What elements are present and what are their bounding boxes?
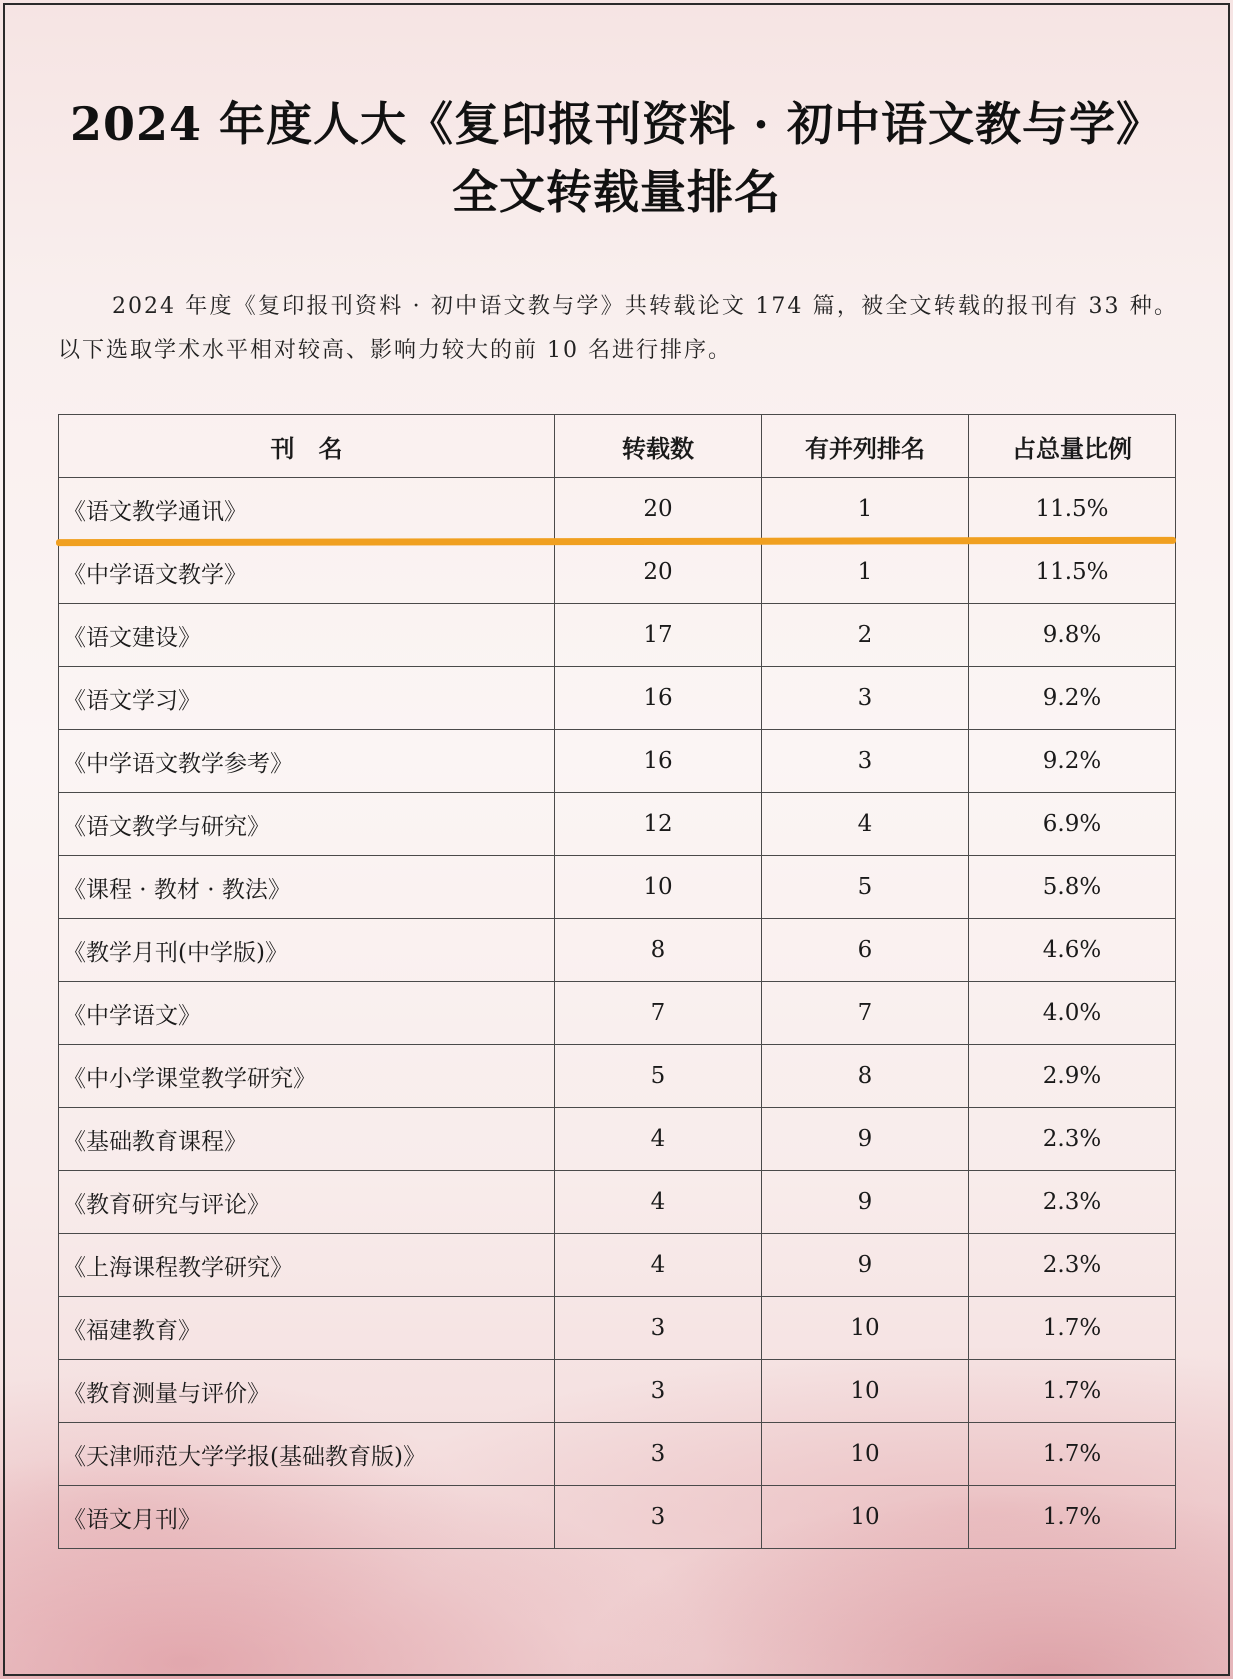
table-row: [59, 1297, 1176, 1360]
table-row: [59, 1486, 1176, 1549]
tied-rank-cell: 5: [762, 856, 969, 919]
header-journal-name: 刊 名: [59, 415, 555, 478]
ranking-table: [58, 414, 1176, 1549]
header-reprint-count: 转载数: [555, 415, 762, 478]
table-row: [59, 730, 1176, 793]
table-row: [59, 1423, 1176, 1486]
table-row: [59, 1234, 1176, 1297]
reprint-count-cell: 10: [555, 856, 762, 919]
journal-name-cell: 《语文教学通讯》: [59, 478, 555, 541]
reprint-count-cell: 12: [555, 793, 762, 856]
tied-rank-cell: 8: [762, 1045, 969, 1108]
page-title: [0, 90, 1233, 226]
tied-rank-cell: 10: [762, 1297, 969, 1360]
reprint-count-cell: 8: [555, 919, 762, 982]
share-ratio-cell: 9.8%: [969, 604, 1176, 667]
tied-rank-cell: 2: [762, 604, 969, 667]
reprint-count-cell: 20: [555, 541, 762, 604]
share-ratio-cell: 6.9%: [969, 793, 1176, 856]
journal-name-cell: 《福建教育》: [59, 1297, 555, 1360]
intro-paragraph: 2024 年度《复印报刊资料 · 初中语文教与学》共转载论文 174 篇，被全文转载的报刊有 33 种。以下选取学术水平相对较高、影响力较大的前 10 名进行排序。: [58, 294, 1178, 363]
share-ratio-cell: 5.8%: [969, 856, 1176, 919]
table-row: [59, 478, 1176, 541]
tied-rank-cell: 10: [762, 1423, 969, 1486]
journal-name-cell: 《教育研究与评论》: [59, 1171, 555, 1234]
tied-rank-cell: 1: [762, 478, 969, 541]
share-ratio-cell: 1.7%: [969, 1297, 1176, 1360]
reprint-count-cell: 20: [555, 478, 762, 541]
share-ratio-cell: 11.5%: [969, 478, 1176, 541]
share-ratio-cell: 9.2%: [969, 730, 1176, 793]
table-row: [59, 1171, 1176, 1234]
table-row: [59, 982, 1176, 1045]
table-row: [59, 667, 1176, 730]
tied-rank-cell: 9: [762, 1171, 969, 1234]
table-row: [59, 856, 1176, 919]
tied-rank-cell: 4: [762, 793, 969, 856]
share-ratio-cell: 11.5%: [969, 541, 1176, 604]
table-row: [59, 1045, 1176, 1108]
share-ratio-cell: 2.3%: [969, 1171, 1176, 1234]
journal-name-cell: 《中学语文教学》: [59, 541, 555, 604]
journal-name-cell: 《天津师范大学学报(基础教育版)》: [59, 1423, 555, 1486]
share-ratio-cell: 1.7%: [969, 1360, 1176, 1423]
tied-rank-cell: 3: [762, 730, 969, 793]
table-row: [59, 541, 1176, 604]
journal-name-cell: 《中小学课堂教学研究》: [59, 1045, 555, 1108]
header-tied-rank: 有并列排名: [762, 415, 969, 478]
journal-name-cell: 《语文学习》: [59, 667, 555, 730]
journal-name-cell: 《基础教育课程》: [59, 1108, 555, 1171]
reprint-count-cell: 3: [555, 1423, 762, 1486]
tied-rank-cell: 6: [762, 919, 969, 982]
table-row: [59, 1360, 1176, 1423]
share-ratio-cell: 4.0%: [969, 982, 1176, 1045]
reprint-count-cell: 4: [555, 1108, 762, 1171]
share-ratio-cell: 1.7%: [969, 1423, 1176, 1486]
tied-rank-cell: 7: [762, 982, 969, 1045]
tied-rank-cell: 3: [762, 667, 969, 730]
tied-rank-cell: 10: [762, 1486, 969, 1549]
reprint-count-cell: 16: [555, 730, 762, 793]
tied-rank-cell: 1: [762, 541, 969, 604]
journal-name-cell: 《教育测量与评价》: [59, 1360, 555, 1423]
tied-rank-cell: 9: [762, 1108, 969, 1171]
journal-name-cell: 《上海课程教学研究》: [59, 1234, 555, 1297]
journal-name-cell: 《语文建设》: [59, 604, 555, 667]
share-ratio-cell: 1.7%: [969, 1486, 1176, 1549]
header-share-ratio: 占总量比例: [969, 415, 1176, 478]
table-row: [59, 793, 1176, 856]
reprint-count-cell: 3: [555, 1297, 762, 1360]
share-ratio-cell: 2.3%: [969, 1234, 1176, 1297]
reprint-count-cell: 3: [555, 1486, 762, 1549]
journal-name-cell: 《语文月刊》: [59, 1486, 555, 1549]
reprint-count-cell: 4: [555, 1171, 762, 1234]
share-ratio-cell: 4.6%: [969, 919, 1176, 982]
table-header-row: [59, 415, 1176, 478]
table-row: [59, 1108, 1176, 1171]
share-ratio-cell: 2.3%: [969, 1108, 1176, 1171]
share-ratio-cell: 2.9%: [969, 1045, 1176, 1108]
reprint-count-cell: 4: [555, 1234, 762, 1297]
reprint-count-cell: 3: [555, 1360, 762, 1423]
tied-rank-cell: 10: [762, 1360, 969, 1423]
reprint-count-cell: 17: [555, 604, 762, 667]
journal-name-cell: 《语文教学与研究》: [59, 793, 555, 856]
reprint-count-cell: 5: [555, 1045, 762, 1108]
reprint-count-cell: 16: [555, 667, 762, 730]
journal-name-cell: 《中学语文教学参考》: [59, 730, 555, 793]
journal-name-cell: 《教学月刊(中学版)》: [59, 919, 555, 982]
title-line-2: 全文转载量排名: [452, 165, 781, 219]
share-ratio-cell: 9.2%: [969, 667, 1176, 730]
reprint-count-cell: 7: [555, 982, 762, 1045]
journal-name-cell: 《中学语文》: [59, 982, 555, 1045]
tied-rank-cell: 9: [762, 1234, 969, 1297]
journal-name-cell: 《课程 · 教材 · 教法》: [59, 856, 555, 919]
title-line-1: 2024 年度人大《复印报刊资料 · 初中语文教与学》: [69, 97, 1164, 151]
table-row: [59, 919, 1176, 982]
table-row: [59, 604, 1176, 667]
